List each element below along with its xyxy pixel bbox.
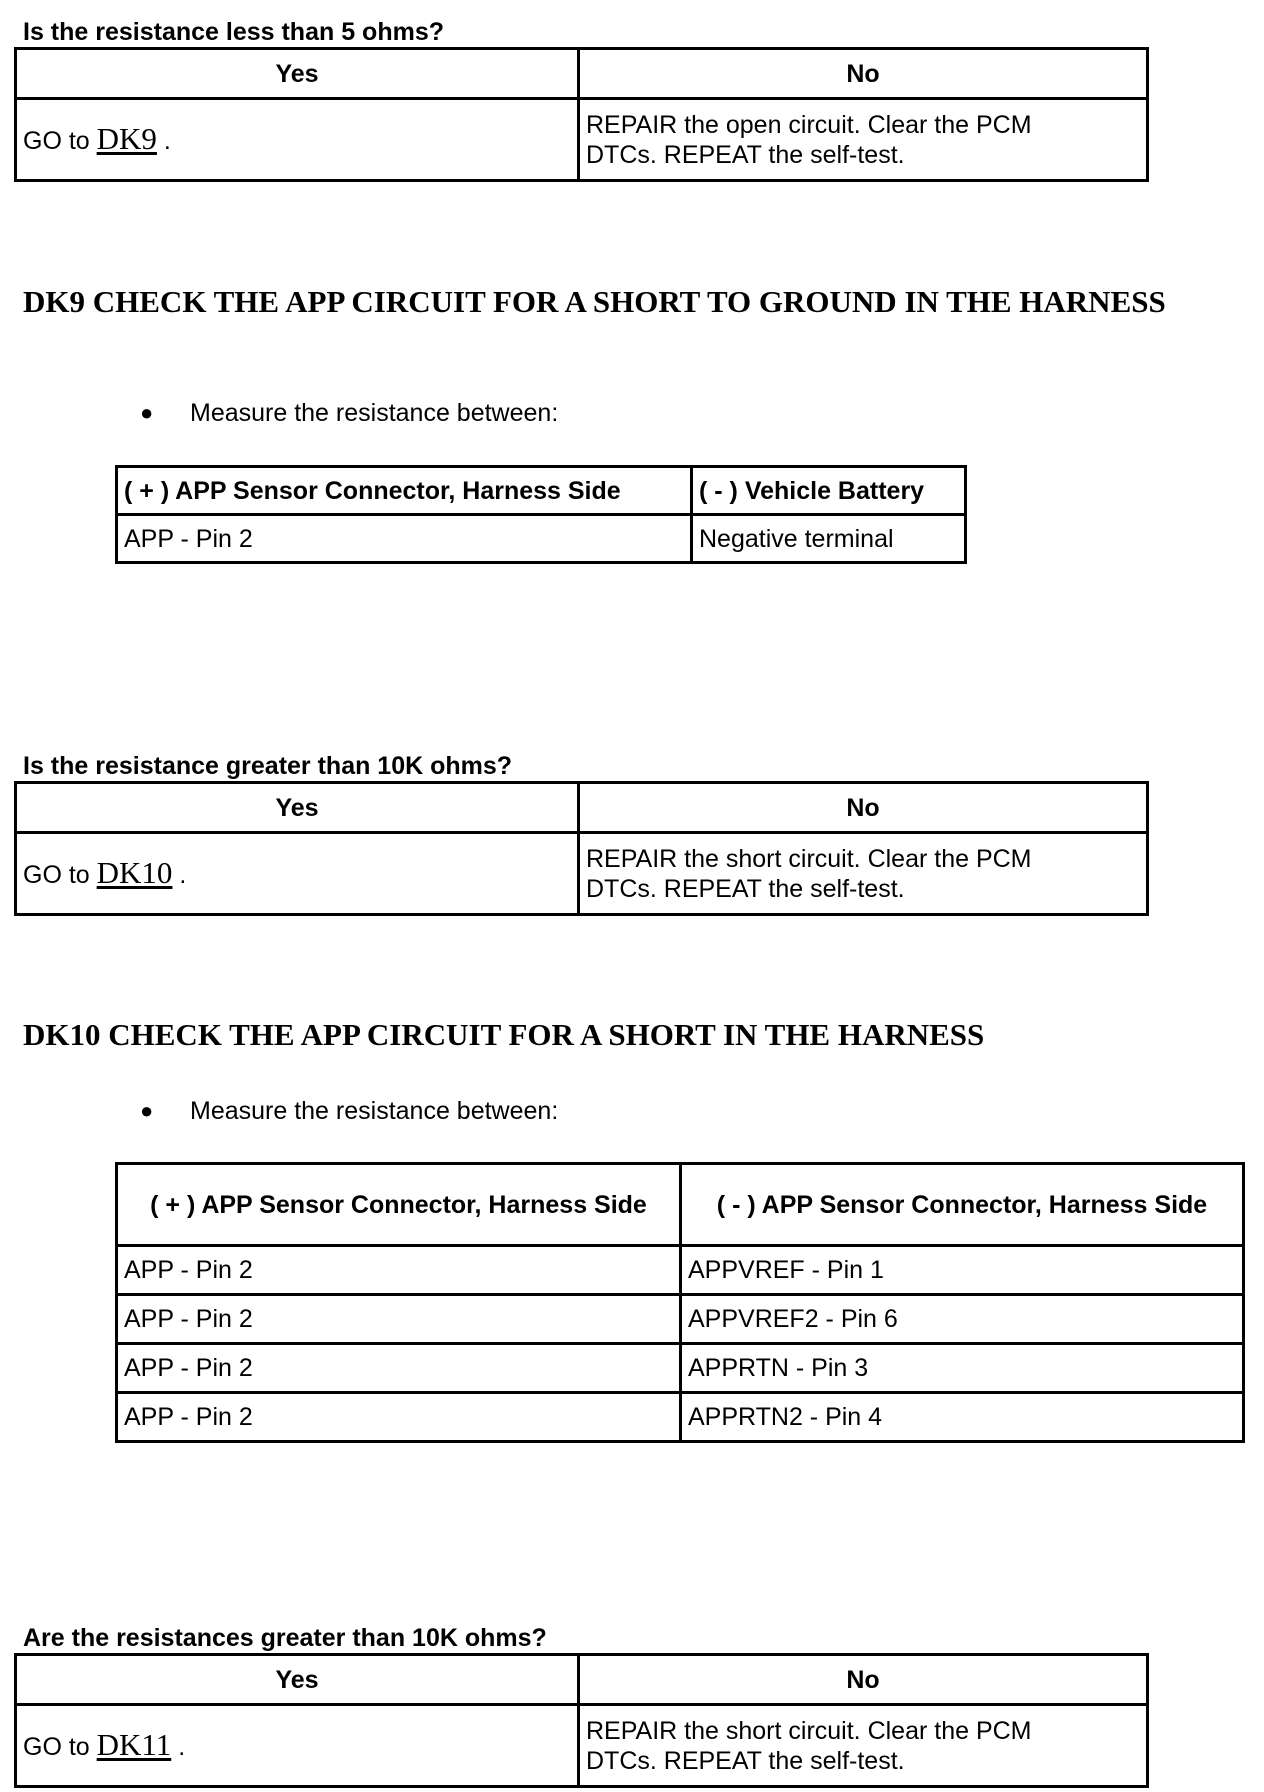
dk9-col2-header: ( - ) Vehicle Battery	[692, 467, 966, 515]
yes-header: Yes	[16, 1655, 579, 1705]
heading-dk10: DK10 CHECK THE APP CIRCUIT FOR A SHORT IN THE HARNESS	[23, 1017, 985, 1052]
no-text-line1: REPAIR the short circuit. Clear the PCM	[586, 1716, 1032, 1745]
no-text-line2: DTCs. REPEAT the self-test.	[586, 140, 905, 169]
no-cell	[579, 1705, 1148, 1787]
result-table-1	[14, 47, 1149, 182]
go-to-label: GO to	[23, 860, 97, 889]
period: .	[172, 860, 187, 889]
table-cell: APP - Pin 2	[117, 1246, 681, 1295]
no-header: No	[579, 1655, 1148, 1705]
dk10-col2-header: ( - ) APP Sensor Connector, Harness Side	[681, 1164, 1244, 1246]
no-header: No	[579, 49, 1148, 99]
bullet-icon: ●	[140, 400, 154, 425]
dk9-col1-header: ( + ) APP Sensor Connector, Harness Side	[117, 467, 692, 515]
link-dk9[interactable]: DK9	[96, 120, 157, 156]
no-header: No	[579, 783, 1148, 833]
heading-dk9: DK9 CHECK THE APP CIRCUIT FOR A SHORT TO GROUND IN THE HARNESS	[23, 284, 1166, 319]
yes-cell	[16, 833, 579, 915]
dk9-row1-col2: Negative terminal	[692, 515, 966, 563]
go-to-label: GO to	[23, 126, 97, 155]
bullet-text: Measure the resistance between:	[190, 399, 559, 427]
no-text-line1: REPAIR the open circuit. Clear the PCM	[586, 110, 1032, 139]
bullet-text: Measure the resistance between:	[190, 1097, 559, 1125]
yes-cell	[16, 99, 579, 181]
no-text-line2: DTCs. REPEAT the self-test.	[586, 874, 905, 903]
period: .	[156, 126, 171, 155]
go-to-label: GO to	[23, 1732, 97, 1761]
bullet-icon: ●	[140, 1098, 154, 1123]
table-cell: APPVREF2 - Pin 6	[681, 1295, 1244, 1344]
dk9-measure-table	[115, 465, 967, 564]
table-row	[117, 1344, 1244, 1393]
result-table-3	[14, 1653, 1149, 1788]
result-table-2	[14, 781, 1149, 916]
table-cell: APPRTN - Pin 3	[681, 1344, 1244, 1393]
yes-header: Yes	[16, 783, 579, 833]
dk9-row1-col1: APP - Pin 2	[117, 515, 692, 563]
table-cell: APP - Pin 2	[117, 1393, 681, 1442]
table-cell: APPRTN2 - Pin 4	[681, 1393, 1244, 1442]
no-cell	[579, 833, 1148, 915]
question-resistance-greater-10k: Is the resistance greater than 10K ohms?	[23, 752, 513, 780]
no-text-line2: DTCs. REPEAT the self-test.	[586, 1746, 905, 1775]
table-cell: APPVREF - Pin 1	[681, 1246, 1244, 1295]
table-cell: APP - Pin 2	[117, 1344, 681, 1393]
no-text-line1: REPAIR the short circuit. Clear the PCM	[586, 844, 1032, 873]
period: .	[171, 1732, 186, 1761]
yes-header: Yes	[16, 49, 579, 99]
dk10-col1-header: ( + ) APP Sensor Connector, Harness Side	[117, 1164, 681, 1246]
yes-cell	[16, 1705, 579, 1787]
link-dk10[interactable]: DK10	[96, 854, 173, 890]
dk10-measure-table	[115, 1162, 1245, 1443]
table-row	[117, 1295, 1244, 1344]
table-row	[117, 1393, 1244, 1442]
question-resistances-greater-10k: Are the resistances greater than 10K ohms?	[23, 1624, 547, 1652]
no-cell	[579, 99, 1148, 181]
question-resistance-less-5: Is the resistance less than 5 ohms?	[23, 18, 444, 46]
link-dk11[interactable]: DK11	[96, 1726, 172, 1762]
table-cell: APP - Pin 2	[117, 1295, 681, 1344]
table-row	[117, 1246, 1244, 1295]
